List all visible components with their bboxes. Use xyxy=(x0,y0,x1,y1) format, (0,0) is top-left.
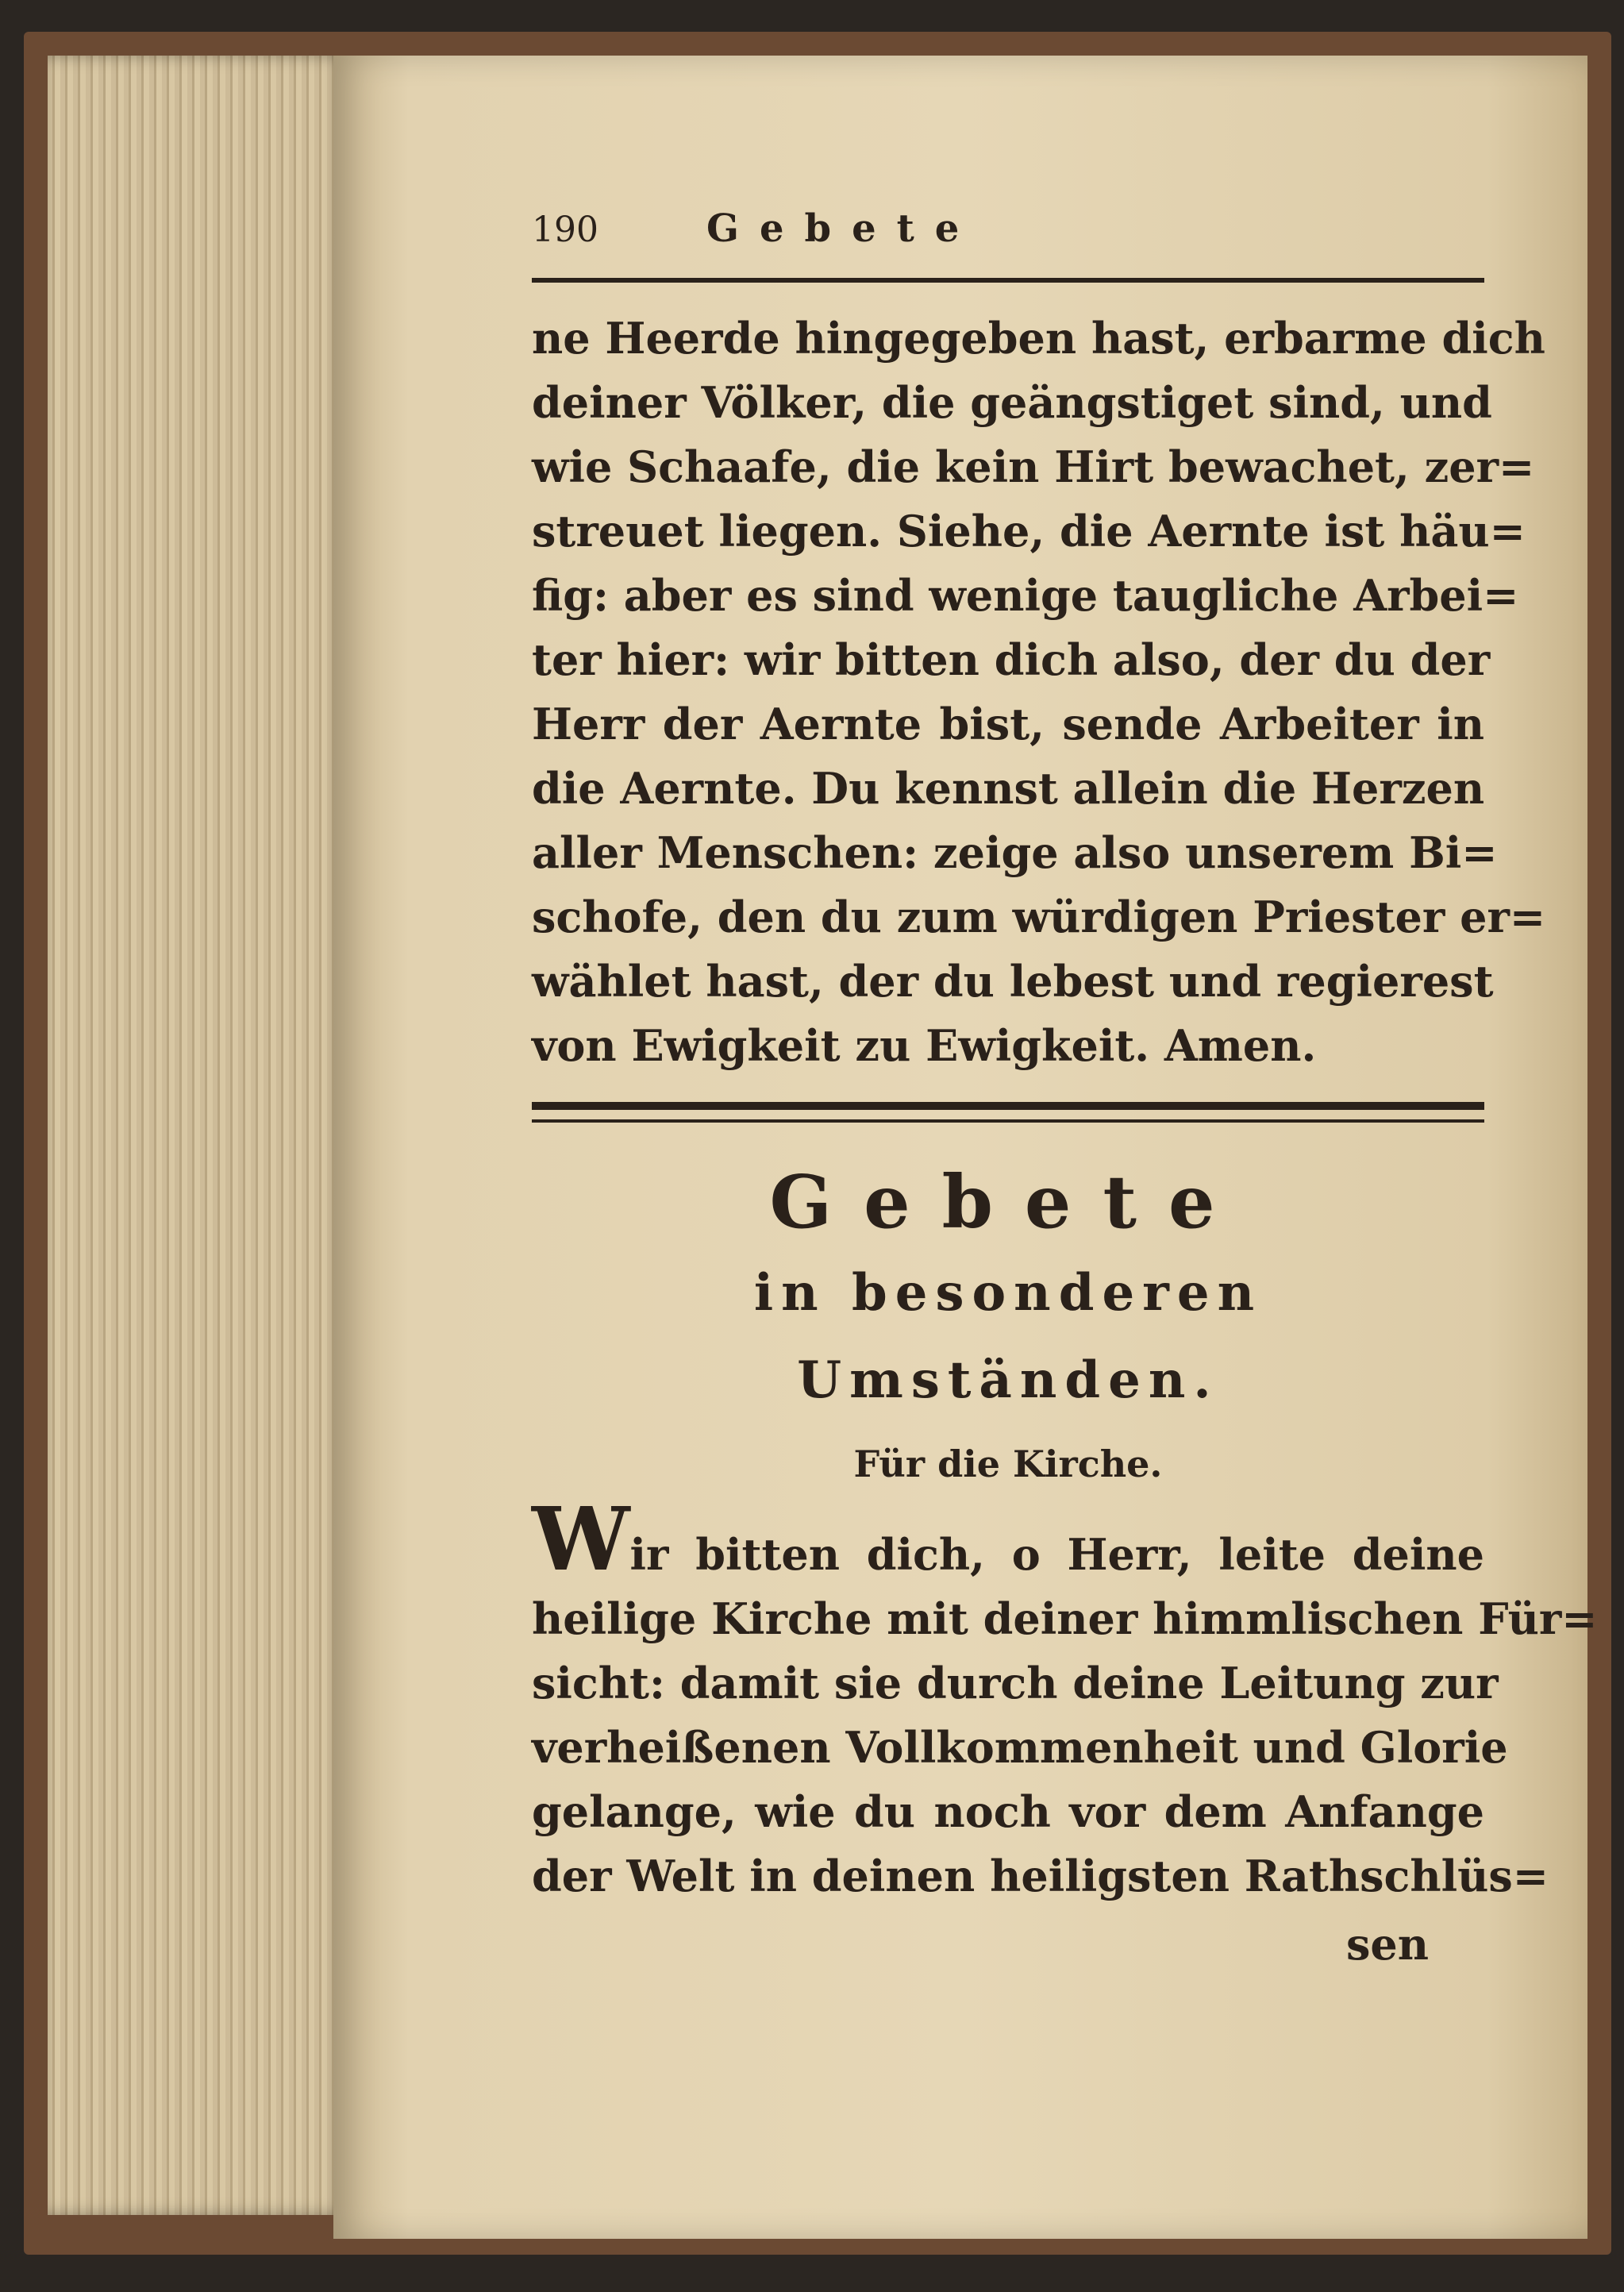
text-line: Herr der Aernte bist, sende Arbeiter in xyxy=(532,699,1484,749)
page-edges xyxy=(48,56,349,2215)
text-line: aller Menschen: zeige also unserem Bi= xyxy=(532,827,1498,878)
page-header xyxy=(532,206,1445,270)
page-content xyxy=(532,206,1598,1980)
text-line: wie Schaafe, die kein Hirt bewachet, zer= xyxy=(532,441,1535,492)
text-line: ter hier: wir bitten dich also, der du der xyxy=(532,634,1491,685)
text-line: fig: aber es sind wenige taugliche Arbei= xyxy=(532,570,1519,621)
text-line: schofe, den du zum würdigen Priester er= xyxy=(532,892,1546,942)
book-page xyxy=(333,56,1598,2239)
body-text xyxy=(532,306,1546,1078)
text-line: verheißenen Vollkommenheit und Glorie xyxy=(532,1722,1508,1773)
text-line: deiner Völker, die geängstiget sind, und xyxy=(532,377,1492,428)
section-subtitle: in besonderen Umständen. xyxy=(753,1263,1263,1410)
text-line: wählet hast, der du lebest und regierest xyxy=(532,956,1494,1007)
text-line: die Aernte. Du kennst allein die Herzen xyxy=(532,763,1485,814)
page-number: 190 xyxy=(532,210,598,250)
text-line: sicht: damit sie durch deine Leitung zur xyxy=(532,1658,1499,1708)
running-head: Gebete xyxy=(706,206,980,251)
prayer-heading: Für die Kirche. xyxy=(853,1443,1163,1485)
catchword: sen xyxy=(1345,1919,1429,1970)
header-rule xyxy=(532,278,1484,283)
text-line: von Ewigkeit zu Ewigkeit. Amen. xyxy=(532,1020,1317,1071)
drop-cap: W xyxy=(532,1488,630,1590)
prayer-text xyxy=(532,1488,1598,1909)
text-line: ne Heerde hingegeben hast, erbarme dich xyxy=(532,313,1545,364)
text-line: gelange, wie du noch vor dem Anfange xyxy=(532,1786,1484,1837)
section-title: Gebete xyxy=(769,1159,1247,1245)
first-line-text: ir bitten dich, o Herr, leite deine xyxy=(629,1529,1484,1580)
section-divider xyxy=(532,1102,1484,1123)
text-line xyxy=(532,1488,1484,1590)
text-line: der Welt in deinen heiligsten Rathschlüs= xyxy=(532,1851,1549,1901)
text-line: heilige Kirche mit deiner himmlischen Für= xyxy=(532,1593,1598,1644)
text-line: streuet liegen. Siehe, die Aernte ist häu= xyxy=(532,506,1526,557)
